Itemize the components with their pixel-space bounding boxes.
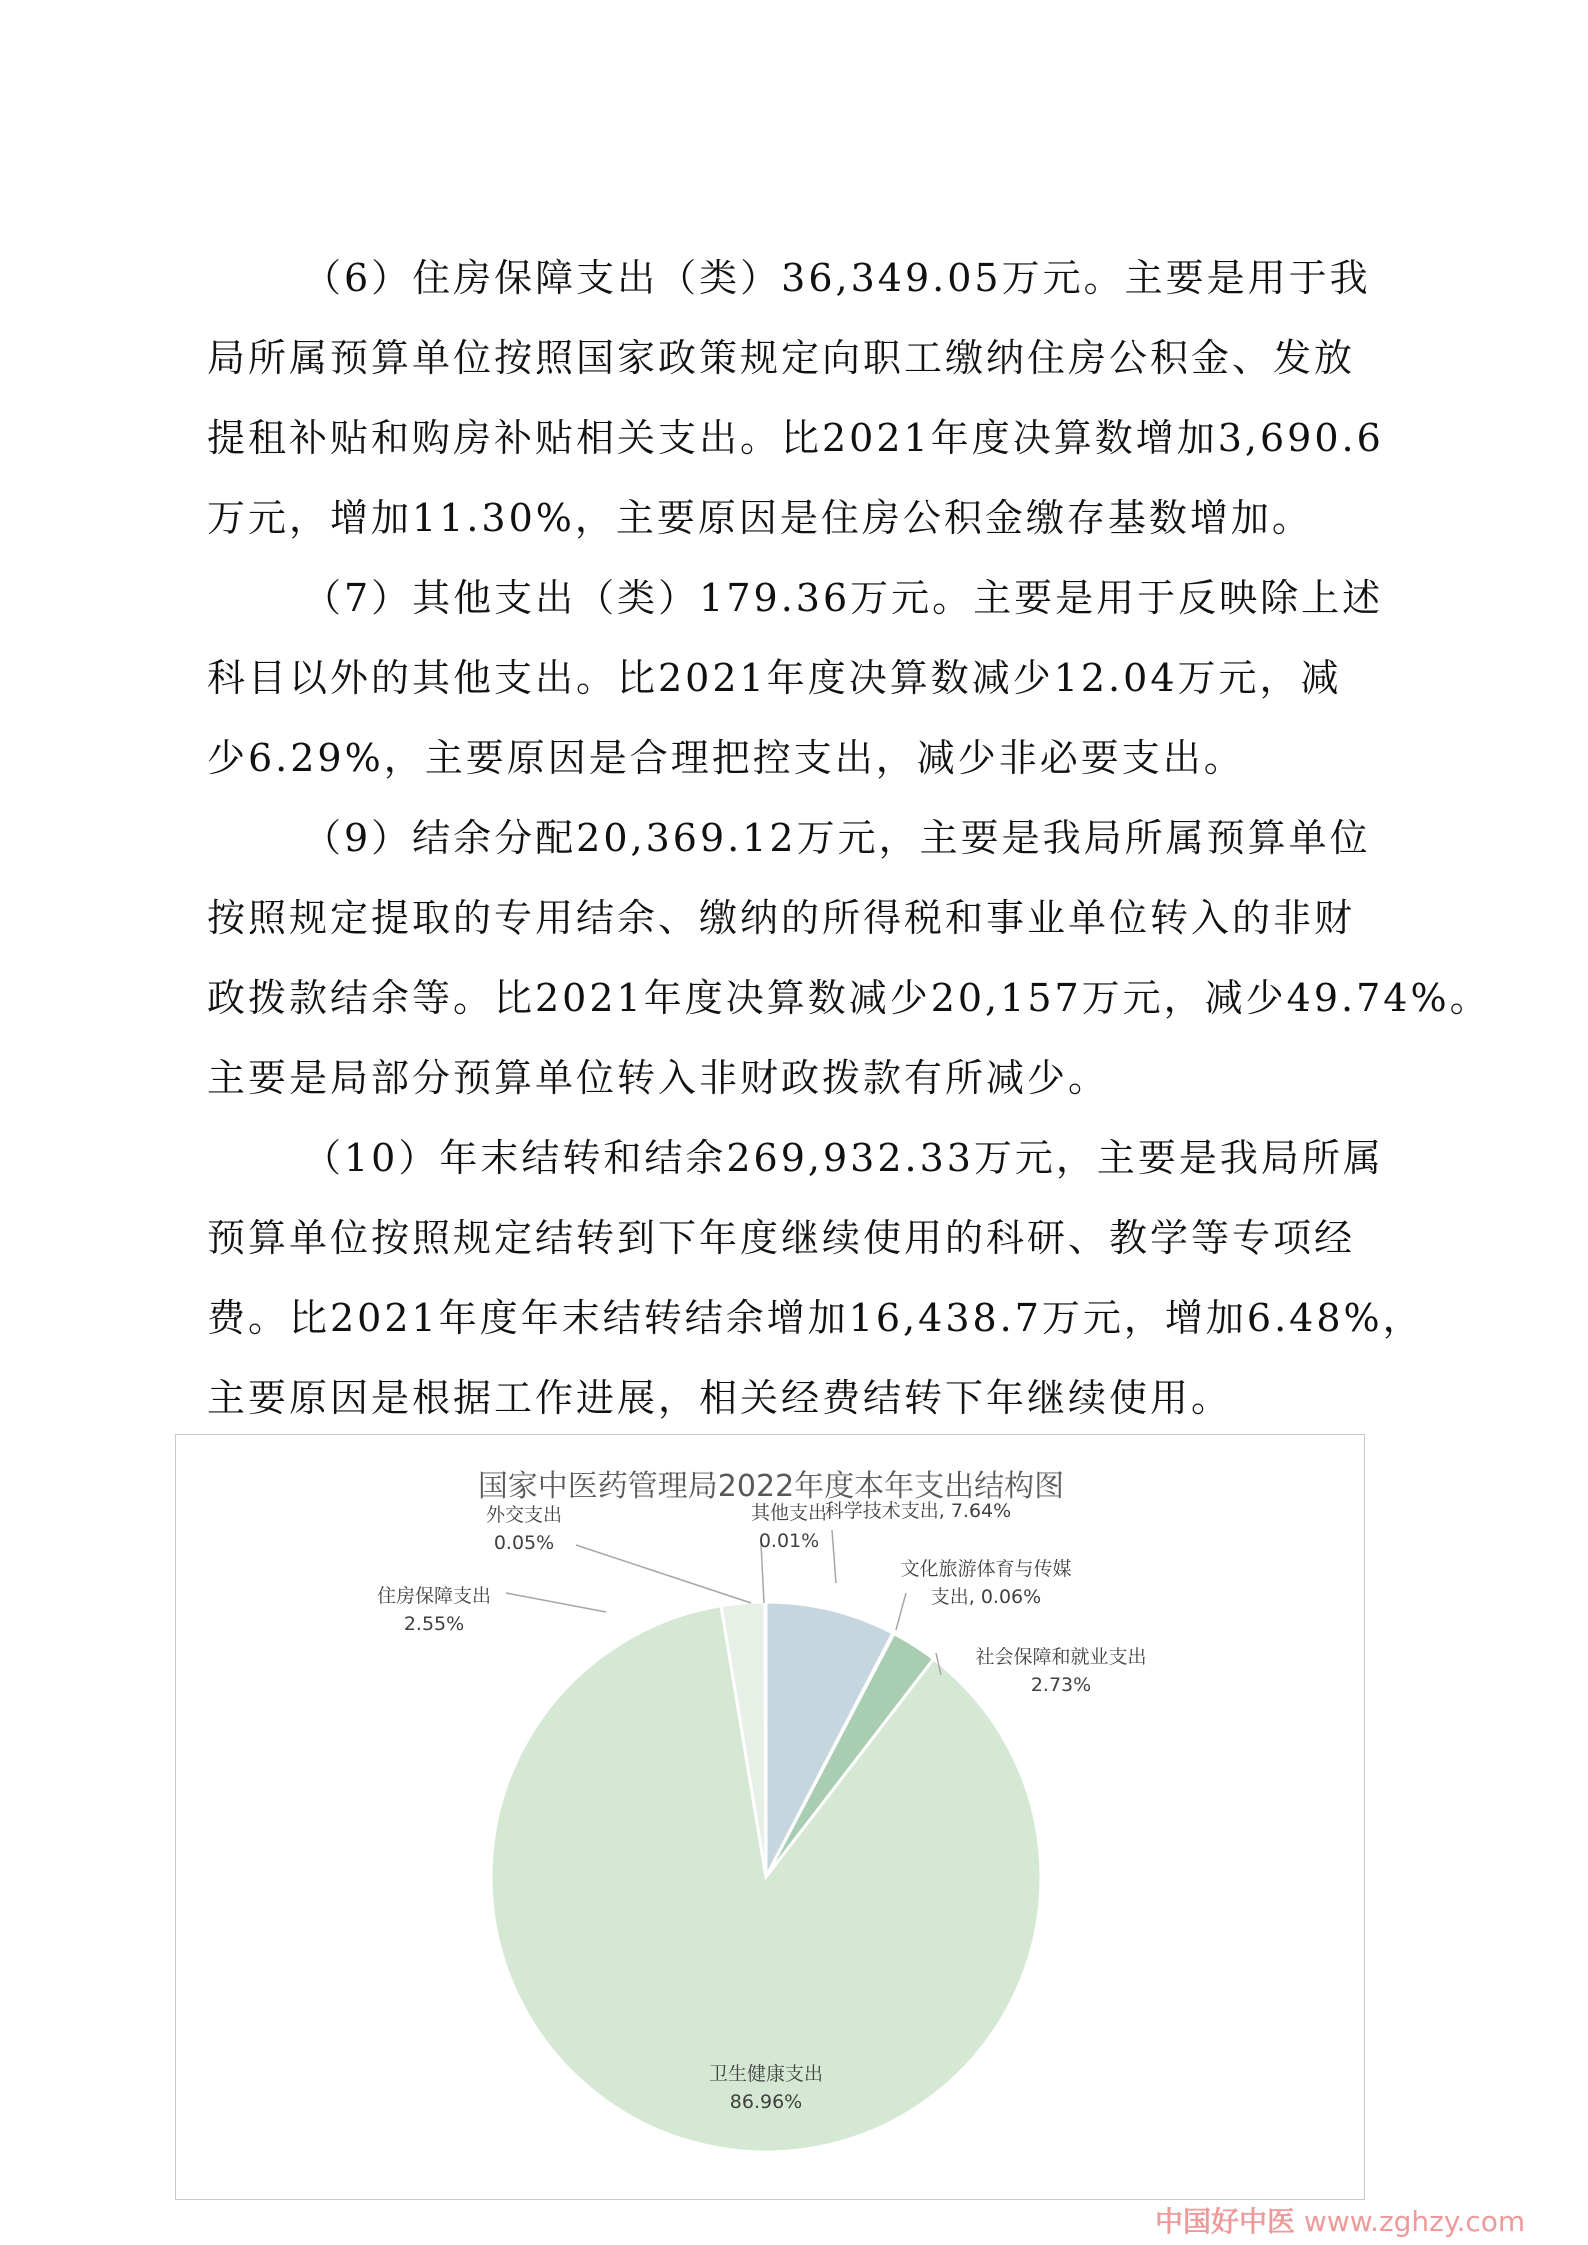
paragraph-housing xyxy=(207,238,1387,558)
watermark xyxy=(1155,2200,1525,2240)
text-line: 主要原因是根据工作进展，相关经费结转下年继续使用。 xyxy=(207,1376,1233,1420)
slice-label-4: 住房保障支出 xyxy=(376,1585,492,1607)
text-line: 主要是局部分预算单位转入非财政拨款有所减少。 xyxy=(207,1056,1110,1100)
leader-line-4 xyxy=(506,1593,606,1612)
slice-label-2: 2.73% xyxy=(1030,1674,1092,1696)
slice-label-0: 科学技术支出, 7.64% xyxy=(824,1500,1012,1522)
slice-label-1: 支出, 0.06% xyxy=(930,1586,1042,1608)
leader-line-5 xyxy=(576,1545,751,1603)
leader-line-1 xyxy=(896,1593,906,1630)
watermark-logo: 中国好中医 xyxy=(1155,2205,1296,2238)
leader-line-0 xyxy=(832,1530,836,1583)
text-line: 费。比2021年度年末结转结余增加16,438.7万元，增加6.48%， xyxy=(207,1296,1424,1340)
leader-line-6 xyxy=(761,1543,764,1603)
chart-title: 国家中医药管理局2022年度本年支出结构图 xyxy=(477,1469,1065,1504)
pie-chart xyxy=(176,1435,1366,2201)
slice-label-3: 86.96% xyxy=(729,2091,803,2113)
watermark-url: www.zghzy.com xyxy=(1303,2205,1526,2238)
slice-label-5: 外交支出 xyxy=(485,1504,563,1526)
slice-label-5: 0.05% xyxy=(493,1532,555,1554)
text-line: （10）年末结转和结余269,932.33万元，主要是我局所属 xyxy=(303,1136,1384,1180)
text-line: （9）结余分配20,369.12万元，主要是我局所属预算单位 xyxy=(303,816,1371,860)
paragraph-carryover xyxy=(207,1118,1424,1438)
slice-label-1: 文化旅游体育与传媒 xyxy=(900,1558,1072,1580)
text-line: （6）住房保障支出（类）36,349.05万元。主要是用于我 xyxy=(303,256,1371,300)
slice-label-2: 社会保障和就业支出 xyxy=(975,1646,1147,1668)
slice-label-3: 卫生健康支出 xyxy=(708,2063,824,2085)
text-line: 按照规定提取的专用结余、缴纳的所得税和事业单位转入的非财 xyxy=(207,896,1356,940)
text-line: 政拨款结余等。比2021年度决算数减少20,157万元，减少49.74%。 xyxy=(207,976,1491,1020)
slice-label-4: 2.55% xyxy=(403,1613,465,1635)
slice-label-6: 0.01% xyxy=(758,1530,820,1552)
paragraph-other xyxy=(207,558,1387,798)
pie-chart-container xyxy=(175,1434,1365,2200)
text-line: 科目以外的其他支出。比2021年度决算数减少12.04万元，减 xyxy=(207,656,1342,700)
text-line: （7）其他支出（类）179.36万元。主要是用于反映除上述 xyxy=(303,576,1384,620)
text-line: 提租补贴和购房补贴相关支出。比2021年度决算数增加3,690.6 xyxy=(207,416,1384,460)
text-line: 少6.29%，主要原因是合理把控支出，减少非必要支出。 xyxy=(207,736,1245,780)
paragraph-surplus xyxy=(207,798,1491,1118)
text-line: 预算单位按照规定结转到下年度继续使用的科研、教学等专项经 xyxy=(207,1216,1356,1260)
slice-label-6: 其他支出 xyxy=(750,1502,828,1524)
text-line: 万元，增加11.30%，主要原因是住房公积金缴存基数增加。 xyxy=(207,496,1313,540)
text-line: 局所属预算单位按照国家政策规定向职工缴纳住房公积金、发放 xyxy=(207,336,1356,380)
